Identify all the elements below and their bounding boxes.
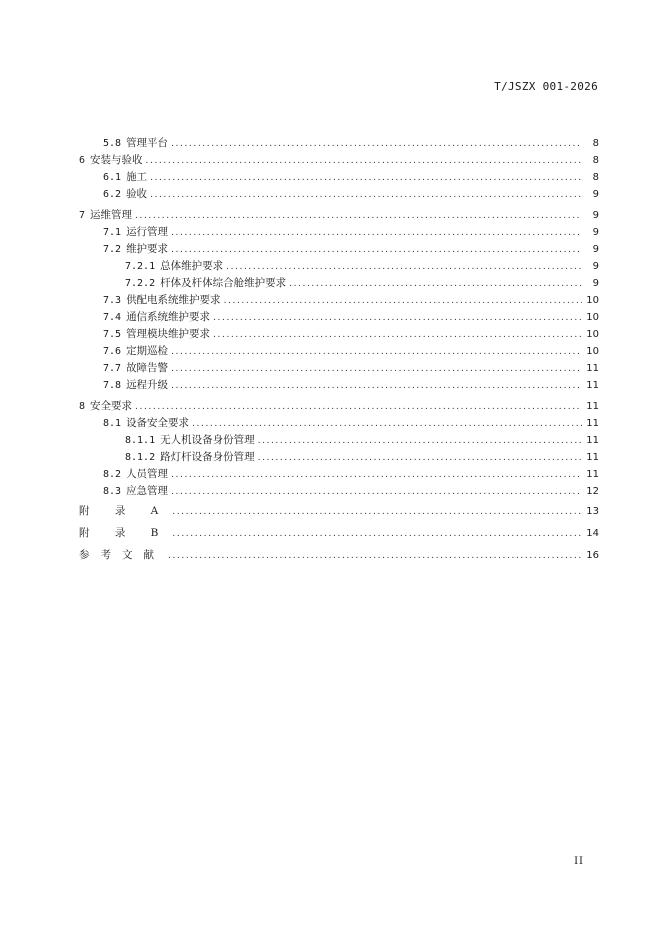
toc-leader-dots	[289, 276, 582, 293]
toc-entry-page: 8	[592, 172, 599, 183]
toc-leader-dots	[213, 327, 582, 344]
toc-entry-title: 通信系统维护要求	[126, 311, 211, 323]
toc-entry-number: 7.3	[103, 295, 122, 306]
toc-entry-page: 11	[586, 401, 599, 412]
toc-entry-title: 无人机设备身份管理	[160, 434, 255, 446]
toc-entry[interactable]	[79, 360, 599, 377]
toc-leader-dots	[171, 378, 582, 395]
toc-entry-references[interactable]	[79, 544, 599, 566]
toc-entry[interactable]	[79, 432, 599, 449]
toc-leader-dots	[258, 433, 582, 450]
toc-entry[interactable]	[79, 326, 599, 343]
toc-entry[interactable]	[79, 398, 599, 415]
toc-leader-dots	[213, 310, 582, 327]
toc-entry-page: 13	[586, 506, 599, 517]
toc-entry-title: 人员管理	[126, 468, 169, 480]
toc-entry-title: 设备安全要求	[126, 417, 190, 429]
toc-leader-dots	[171, 361, 582, 378]
toc-entry-number: 6	[79, 155, 86, 166]
toc-entry[interactable]	[79, 186, 599, 203]
toc-entry-number: 7.4	[103, 312, 122, 323]
toc-leader-dots	[168, 545, 582, 567]
toc-entry-title: 总体维护要求	[160, 260, 224, 272]
toc-entry-title: 管理模块维护要求	[126, 328, 211, 340]
toc-leader-dots	[146, 153, 582, 170]
toc-entry-page: 11	[586, 363, 599, 374]
toc-entry-title: 运行管理	[126, 226, 169, 238]
toc-entry-title: 验收	[126, 188, 148, 200]
toc-leader-dots	[135, 208, 582, 225]
document-code: T/JSZX 001-2026	[494, 80, 598, 93]
toc-entry[interactable]	[79, 415, 599, 432]
toc-leader-dots	[135, 399, 582, 416]
toc-entry-page: 11	[586, 469, 599, 480]
toc-entry-number: 7.2.2	[125, 278, 156, 289]
toc-entry-page: 9	[592, 244, 599, 255]
toc-entry-appendix-a[interactable]	[79, 500, 599, 522]
toc-entry-page: 9	[592, 261, 599, 272]
toc-leader-dots	[171, 467, 582, 484]
toc-leader-dots	[171, 242, 582, 259]
toc-entry-number: 5.8	[103, 138, 122, 149]
toc-entry[interactable]	[79, 152, 599, 169]
toc-entry-number: 6.2	[103, 189, 122, 200]
toc-entry-number: 7.8	[103, 380, 122, 391]
toc-entry-number: 8.1	[103, 418, 122, 429]
toc-entry-number: 7.5	[103, 329, 122, 340]
toc-entry[interactable]	[79, 292, 599, 309]
toc-leader-dots	[171, 484, 582, 501]
toc-entry[interactable]	[79, 377, 599, 394]
toc-entry[interactable]	[79, 258, 599, 275]
toc-entry-title: 路灯杆设备身份管理	[160, 451, 255, 463]
toc-entry-page: 9	[592, 189, 599, 200]
page-number: II	[574, 856, 584, 867]
toc-entry[interactable]	[79, 483, 599, 500]
toc-leader-dots	[150, 170, 582, 187]
toc-entry[interactable]	[79, 343, 599, 360]
toc-entry-page: 14	[586, 528, 599, 539]
toc-entry-title: 附 录 B	[79, 527, 170, 539]
toc-entry-number: 6.1	[103, 172, 122, 183]
toc-leader-dots	[172, 523, 582, 545]
toc-entry[interactable]	[79, 275, 599, 292]
toc-entry[interactable]	[79, 169, 599, 186]
toc-leader-dots	[171, 136, 582, 153]
toc-entry[interactable]	[79, 449, 599, 466]
toc-entry-page: 11	[586, 418, 599, 429]
toc-entry-page: 10	[586, 312, 599, 323]
toc-entry-title: 杆体及杆体综合舱维护要求	[160, 277, 287, 289]
toc-entry-title: 安装与验收	[90, 154, 143, 166]
toc-leader-dots	[171, 225, 582, 242]
toc-entry-page: 10	[586, 329, 599, 340]
toc-entry-title: 远程升级	[126, 379, 169, 391]
toc-entry-number: 7.1	[103, 227, 122, 238]
toc-leader-dots	[258, 450, 582, 467]
toc-leader-dots	[224, 293, 582, 310]
toc-entry[interactable]	[79, 466, 599, 483]
toc-entry-number: 8.1.1	[125, 435, 156, 446]
toc-entry-title: 维护要求	[126, 243, 169, 255]
toc-entry-title: 管理平台	[126, 137, 169, 149]
toc-entry-title: 安全要求	[90, 400, 133, 412]
toc-entry-title: 应急管理	[126, 485, 169, 497]
toc-leader-dots	[226, 259, 582, 276]
toc-entry-number: 8.3	[103, 486, 122, 497]
toc-entry-number: 7.2	[103, 244, 122, 255]
toc-entry[interactable]	[79, 241, 599, 258]
toc-entry[interactable]	[79, 207, 599, 224]
toc-entry-number: 8	[79, 401, 86, 412]
toc-entry-page: 11	[586, 380, 599, 391]
toc-entry[interactable]	[79, 135, 599, 152]
table-of-contents	[79, 135, 599, 566]
toc-entry-page: 9	[592, 278, 599, 289]
toc-entry-page: 10	[586, 346, 599, 357]
toc-entry-number: 8.1.2	[125, 452, 156, 463]
toc-entry-title: 参考文献	[79, 549, 165, 561]
toc-entry-page: 11	[586, 435, 599, 446]
toc-leader-dots	[171, 344, 582, 361]
toc-leader-dots	[150, 187, 582, 204]
toc-entry-appendix-b[interactable]	[79, 522, 599, 544]
toc-entry[interactable]	[79, 224, 599, 241]
toc-entry-page: 16	[586, 550, 599, 561]
toc-entry-page: 9	[592, 227, 599, 238]
toc-entry-number: 8.2	[103, 469, 122, 480]
toc-entry-title: 供配电系统维护要求	[126, 294, 221, 306]
toc-entry-page: 12	[586, 486, 599, 497]
toc-entry-title: 故障告警	[126, 362, 169, 374]
toc-entry-title: 附 录 A	[79, 505, 170, 517]
toc-entry-number: 7.2.1	[125, 261, 156, 272]
toc-entry-page: 10	[586, 295, 599, 306]
toc-entry-page: 8	[592, 138, 599, 149]
toc-entry-page: 11	[586, 452, 599, 463]
toc-leader-dots	[172, 501, 582, 523]
toc-entry-page: 9	[592, 210, 599, 221]
toc-entry-title: 施工	[126, 171, 148, 183]
toc-leader-dots	[192, 416, 582, 433]
toc-entry[interactable]	[79, 309, 599, 326]
toc-entry-title: 定期巡检	[126, 345, 169, 357]
toc-entry-number: 7	[79, 210, 86, 221]
toc-entry-number: 7.6	[103, 346, 122, 357]
toc-entry-title: 运维管理	[90, 209, 133, 221]
toc-entry-number: 7.7	[103, 363, 122, 374]
toc-entry-page: 8	[592, 155, 599, 166]
